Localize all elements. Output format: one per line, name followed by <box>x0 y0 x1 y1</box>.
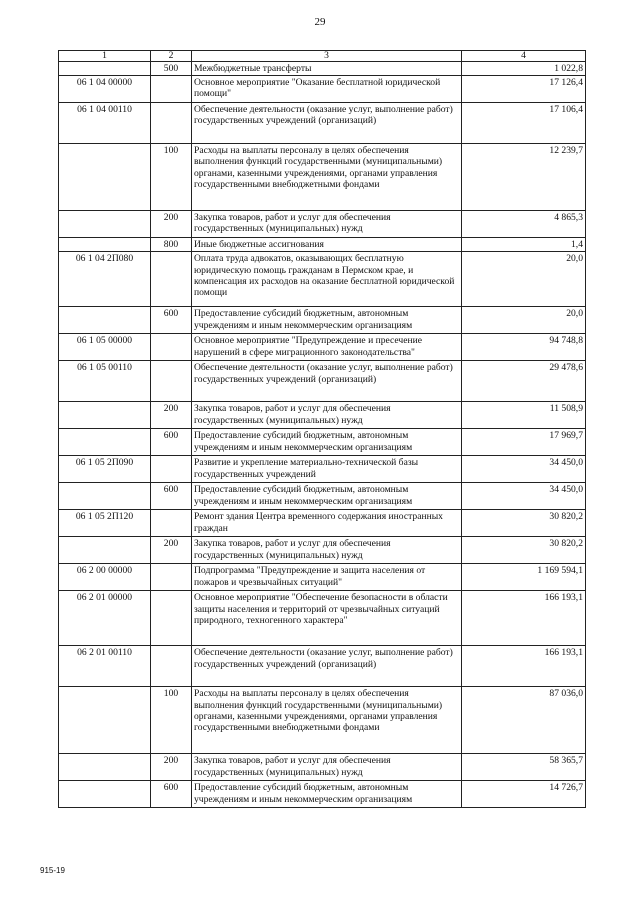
row-expense-type-cell <box>151 252 192 307</box>
row-code-cell: 06 1 04 2П080 <box>59 252 151 307</box>
table-row <box>59 252 586 307</box>
table-row <box>59 334 586 361</box>
row-amount-cell: 1 169 594,1 <box>462 564 586 591</box>
row-name-cell: Предоставление субсидий бюджетным, автономным учреждениям и иным некоммерческим организациям <box>192 781 462 808</box>
row-name-cell: Обеспечение деятельности (оказание услуг, выполнение работ) государственных учреждений (организаций) <box>192 361 462 402</box>
row-name-cell: Обеспечение деятельности (оказание услуг, выполнение работ) государственных учреждений (организаций) <box>192 646 462 687</box>
row-expense-type-cell: 500 <box>151 62 192 76</box>
row-code-cell: 06 1 05 00000 <box>59 334 151 361</box>
row-name-cell: Основное мероприятие "Предупреждение и пресечение нарушений в сфере миграционного законодательства" <box>192 334 462 361</box>
table-row <box>59 483 586 510</box>
row-amount-cell: 20,0 <box>462 307 586 334</box>
row-name-cell: Основное мероприятие "Оказание бесплатной юридической помощи" <box>192 76 462 103</box>
row-name-cell: Иные бюджетные ассигнования <box>192 238 462 252</box>
table-row <box>59 537 586 564</box>
table-row <box>59 307 586 334</box>
row-expense-type-cell <box>151 591 192 646</box>
row-expense-type-cell: 600 <box>151 307 192 334</box>
row-expense-type-cell: 800 <box>151 238 192 252</box>
table-row <box>59 402 586 429</box>
table-row <box>59 238 586 252</box>
row-code-cell <box>59 307 151 334</box>
header-col-1: 1 <box>59 51 151 62</box>
table-row <box>59 781 586 808</box>
row-name-cell: Расходы на выплаты персоналу в целях обеспечения выполнения функций государственными (муниципальными) органами, казенными учреждениями, органами управления государственными внебюджетными фондами <box>192 144 462 211</box>
row-name-cell: Предоставление субсидий бюджетным, автономным учреждениям и иным некоммерческим организациям <box>192 307 462 334</box>
page-number: 29 <box>314 16 326 28</box>
row-code-cell: 06 1 05 2П090 <box>59 456 151 483</box>
row-expense-type-cell: 200 <box>151 211 192 238</box>
row-code-cell <box>59 144 151 211</box>
row-code-cell <box>59 429 151 456</box>
row-name-cell: Закупка товаров, работ и услуг для обеспечения государственных (муниципальных) нужд <box>192 754 462 781</box>
table-row <box>59 687 586 754</box>
row-name-cell: Расходы на выплаты персоналу в целях обеспечения выполнения функций государственными (муниципальными) органами, казенными учреждениями, органами управления государственными внебюджетными фондами <box>192 687 462 754</box>
budget-table <box>58 50 586 808</box>
row-expense-type-cell <box>151 564 192 591</box>
row-amount-cell: 30 820,2 <box>462 537 586 564</box>
row-amount-cell: 94 748,8 <box>462 334 586 361</box>
row-expense-type-cell <box>151 103 192 144</box>
row-amount-cell: 30 820,2 <box>462 510 586 537</box>
row-name-cell: Закупка товаров, работ и услуг для обеспечения государственных (муниципальных) нужд <box>192 211 462 238</box>
row-code-cell <box>59 754 151 781</box>
row-name-cell: Закупка товаров, работ и услуг для обеспечения государственных (муниципальных) нужд <box>192 402 462 429</box>
row-name-cell: Закупка товаров, работ и услуг для обеспечения государственных (муниципальных) нужд <box>192 537 462 564</box>
row-name-cell: Подпрограмма "Предупреждение и защита населения от пожаров и чрезвычайных ситуаций" <box>192 564 462 591</box>
row-code-cell: 06 2 01 00110 <box>59 646 151 687</box>
row-code-cell <box>59 238 151 252</box>
row-name-cell: Предоставление субсидий бюджетным, автономным учреждениям и иным некоммерческим организациям <box>192 429 462 456</box>
table-row <box>59 211 586 238</box>
table-row <box>59 456 586 483</box>
row-expense-type-cell <box>151 361 192 402</box>
row-code-cell: 06 1 04 00110 <box>59 103 151 144</box>
row-code-cell <box>59 781 151 808</box>
row-expense-type-cell: 100 <box>151 144 192 211</box>
row-code-cell: 06 1 05 00110 <box>59 361 151 402</box>
row-name-cell: Развитие и укрепление материально-технической базы государственных учреждений <box>192 456 462 483</box>
row-name-cell: Ремонт здания Центра временного содержания иностранных граждан <box>192 510 462 537</box>
table-row <box>59 361 586 402</box>
footer-document-code: 915-19 <box>40 866 65 875</box>
row-expense-type-cell: 200 <box>151 402 192 429</box>
table-row <box>59 429 586 456</box>
row-expense-type-cell: 600 <box>151 483 192 510</box>
table-row <box>59 591 586 646</box>
header-col-4: 4 <box>462 51 586 62</box>
table-row <box>59 103 586 144</box>
row-amount-cell: 166 193,1 <box>462 646 586 687</box>
row-amount-cell: 11 508,9 <box>462 402 586 429</box>
row-code-cell <box>59 537 151 564</box>
row-code-cell <box>59 483 151 510</box>
row-expense-type-cell: 600 <box>151 429 192 456</box>
row-amount-cell: 58 365,7 <box>462 754 586 781</box>
row-amount-cell: 17 969,7 <box>462 429 586 456</box>
row-expense-type-cell: 600 <box>151 781 192 808</box>
header-col-2: 2 <box>151 51 192 62</box>
row-code-cell <box>59 62 151 76</box>
row-amount-cell: 1,4 <box>462 238 586 252</box>
row-name-cell: Основное мероприятие "Обеспечение безопасности в области защиты населения и территорий от чрезвычайных ситуаций природного, техногенного характера" <box>192 591 462 646</box>
row-code-cell: 06 2 01 00000 <box>59 591 151 646</box>
row-name-cell: Оплата труда адвокатов, оказывающих бесплатную юридическую помощь гражданам в Пермском крае, и компенсация их расходов на оказание бесплатной юридической помощи <box>192 252 462 307</box>
row-expense-type-cell: 200 <box>151 754 192 781</box>
row-amount-cell: 34 450,0 <box>462 483 586 510</box>
row-amount-cell: 12 239,7 <box>462 144 586 211</box>
row-amount-cell: 87 036,0 <box>462 687 586 754</box>
row-amount-cell: 166 193,1 <box>462 591 586 646</box>
table-body <box>59 62 586 808</box>
table-row <box>59 754 586 781</box>
row-code-cell: 06 2 00 00000 <box>59 564 151 591</box>
table-row <box>59 76 586 103</box>
row-expense-type-cell <box>151 510 192 537</box>
row-code-cell: 06 1 04 00000 <box>59 76 151 103</box>
table-row <box>59 564 586 591</box>
table-row <box>59 646 586 687</box>
table-row <box>59 510 586 537</box>
row-code-cell <box>59 211 151 238</box>
row-amount-cell: 29 478,6 <box>462 361 586 402</box>
row-name-cell: Предоставление субсидий бюджетным, автономным учреждениям и иным некоммерческим организациям <box>192 483 462 510</box>
row-amount-cell: 17 106,4 <box>462 103 586 144</box>
row-expense-type-cell <box>151 646 192 687</box>
row-expense-type-cell <box>151 334 192 361</box>
row-name-cell: Межбюджетные трансферты <box>192 62 462 76</box>
row-expense-type-cell: 100 <box>151 687 192 754</box>
row-amount-cell: 14 726,7 <box>462 781 586 808</box>
table-row <box>59 144 586 211</box>
row-amount-cell: 34 450,0 <box>462 456 586 483</box>
table-header-row <box>59 51 586 62</box>
header-col-3: 3 <box>192 51 462 62</box>
row-code-cell <box>59 402 151 429</box>
table-row <box>59 62 586 76</box>
row-expense-type-cell <box>151 76 192 103</box>
row-expense-type-cell: 200 <box>151 537 192 564</box>
row-amount-cell: 17 126,4 <box>462 76 586 103</box>
row-amount-cell: 4 865,3 <box>462 211 586 238</box>
row-name-cell: Обеспечение деятельности (оказание услуг, выполнение работ) государственных учреждений (организаций) <box>192 103 462 144</box>
row-code-cell <box>59 687 151 754</box>
row-code-cell: 06 1 05 2П120 <box>59 510 151 537</box>
row-amount-cell: 20,0 <box>462 252 586 307</box>
row-amount-cell: 1 022,8 <box>462 62 586 76</box>
row-expense-type-cell <box>151 456 192 483</box>
